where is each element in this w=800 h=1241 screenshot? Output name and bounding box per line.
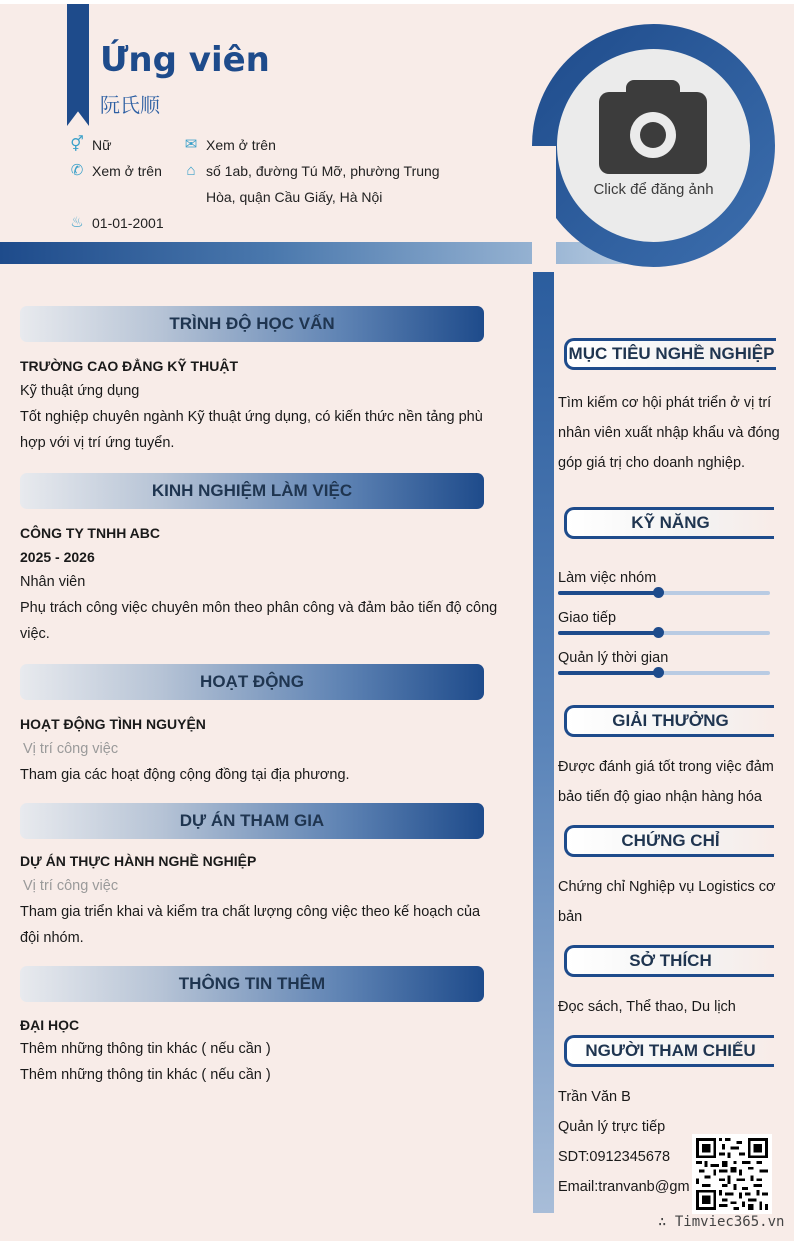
activity-role[interactable]: Vị trí công việc <box>23 741 119 757</box>
education-school[interactable]: TRƯỜNG CAO ĐẲNG KỸ THUẬT <box>20 358 238 374</box>
experience-period[interactable]: 2025 - 2026 <box>20 549 95 565</box>
phone-icon: ✆ <box>70 162 84 179</box>
address-value: số 1ab, đường Tú Mỡ, phường Trung Hòa, quận Cầu Giấy, Hà Nội <box>206 163 440 205</box>
section-education-title[interactable]: TRÌNH ĐỘ HỌC VẤN <box>20 306 484 342</box>
education-description[interactable]: Tốt nghiệp chuyên ngành Kỹ thuật ứng dụng, có kiến thức nền tảng phù hợp với vị trí ứng tuyển. <box>20 409 483 451</box>
address-field[interactable] <box>186 158 446 210</box>
avatar-frame-gap <box>532 146 556 271</box>
birthday-cake-icon: ♨ <box>70 214 84 231</box>
email-value: Xem ở trên <box>206 137 276 153</box>
section-objective-title[interactable]: MỤC TIÊU NGHỀ NGHIỆP <box>564 338 776 370</box>
birthday-field[interactable] <box>70 210 164 236</box>
cv-page <box>0 4 794 1241</box>
home-icon: ⌂ <box>186 162 196 179</box>
education-major[interactable]: Kỹ thuật ứng dụng <box>20 383 140 399</box>
candidate-subname[interactable]: 阮氏顺 <box>100 95 160 117</box>
skill-level-fill <box>558 591 658 595</box>
skill-level-fill <box>558 631 658 635</box>
section-activities-title[interactable]: HOẠT ĐỘNG <box>20 664 484 700</box>
project-name[interactable]: DỰ ÁN THỰC HÀNH NGHỀ NGHIỆP <box>20 853 257 869</box>
skill-label[interactable]: Làm việc nhóm <box>558 570 657 586</box>
awards-text[interactable]: Được đánh giá tốt trong việc đảm bảo tiến độ giao nhận hàng hóa <box>558 759 774 805</box>
extra-name[interactable]: ĐẠI HỌC <box>20 1017 80 1033</box>
mail-icon: ✉ <box>184 136 198 153</box>
skill-level-bar[interactable] <box>558 591 770 595</box>
gender-field[interactable] <box>70 132 112 158</box>
candidate-name[interactable]: Ứng viên <box>100 40 270 80</box>
skill-level-handle[interactable] <box>653 587 664 598</box>
phone-value: Xem ở trên <box>92 163 162 179</box>
certificates-text[interactable]: Chứng chỉ Nghiệp vụ Logistics cơ bản <box>558 879 776 925</box>
objective-text[interactable]: Tìm kiếm cơ hội phát triển ở vị trí nhân viên xuất nhập khẩu và đóng góp giá trị cho doanh nghiệp. <box>558 395 780 471</box>
camera-icon-lens-inner <box>640 122 666 148</box>
skill-level-bar[interactable] <box>558 631 770 635</box>
phone-field[interactable] <box>70 158 162 184</box>
qr-code-icon <box>696 1138 768 1210</box>
reference-name[interactable]: Trần Văn B <box>558 1089 631 1105</box>
skill-label[interactable]: Quản lý thời gian <box>558 650 669 666</box>
hobbies-text[interactable]: Đọc sách, Thể thao, Du lịch <box>558 999 736 1015</box>
skill-level-handle[interactable] <box>653 627 664 638</box>
header-divider-bar <box>0 242 680 264</box>
project-description[interactable]: Tham gia triển khai và kiểm tra chất lượng công việc theo kế hoạch của đội nhóm. <box>20 904 481 946</box>
reference-phone[interactable]: SDT:0912345678 <box>558 1149 671 1165</box>
extra-line-1[interactable]: Thêm những thông tin khác ( nếu cần ) <box>20 1041 271 1057</box>
bookmark-ribbon <box>67 4 89 126</box>
section-awards-title[interactable]: GIẢI THƯỞNG <box>564 705 774 737</box>
section-hobbies-title[interactable]: SỞ THÍCH <box>564 945 774 977</box>
skill-level-fill <box>558 671 658 675</box>
section-extra-title[interactable]: THÔNG TIN THÊM <box>20 966 484 1002</box>
section-experience-title[interactable]: KINH NGHIỆM LÀM VIỆC <box>20 473 484 509</box>
reference-role[interactable]: Quản lý trực tiếp <box>558 1119 666 1135</box>
extra-line-2[interactable]: Thêm những thông tin khác ( nếu cần ) <box>20 1067 271 1083</box>
skill-label[interactable]: Giao tiếp <box>558 610 617 626</box>
skill-level-handle[interactable] <box>653 667 664 678</box>
reference-email[interactable]: Email:tranvanb@gm <box>558 1179 690 1195</box>
experience-company[interactable]: CÔNG TY TNHH ABC <box>20 525 160 541</box>
section-skills-title[interactable]: KỸ NĂNG <box>564 507 774 539</box>
section-certificates-title[interactable]: CHỨNG CHỈ <box>564 825 774 857</box>
email-field[interactable] <box>184 132 276 158</box>
skill-level-bar[interactable] <box>558 671 770 675</box>
experience-description[interactable]: Phụ trách công việc chuyên môn theo phân công và đảm bảo tiến độ công việc. <box>20 600 498 642</box>
activity-name[interactable]: HOẠT ĐỘNG TÌNH NGUYỆN <box>20 716 206 732</box>
site-watermark: ∴ Timviec365.vn <box>658 1214 785 1230</box>
section-projects-title[interactable]: DỰ ÁN THAM GIA <box>20 803 484 839</box>
section-reference-title[interactable]: NGƯỜI THAM CHIẾU <box>564 1035 774 1067</box>
gender-icon: ⚥ <box>70 136 84 153</box>
birthday-value: 01-01-2001 <box>92 215 164 231</box>
activity-description[interactable]: Tham gia các hoạt động cộng đồng tại địa phương. <box>20 767 350 783</box>
avatar-upload-label[interactable]: Click để đăng ảnh <box>593 181 714 198</box>
project-role[interactable]: Vị trí công việc <box>23 878 119 894</box>
sidebar-divider-bar <box>533 272 554 1213</box>
gender-value: Nữ <box>92 137 112 153</box>
experience-position[interactable]: Nhân viên <box>20 574 86 590</box>
qr-code <box>692 1134 772 1214</box>
